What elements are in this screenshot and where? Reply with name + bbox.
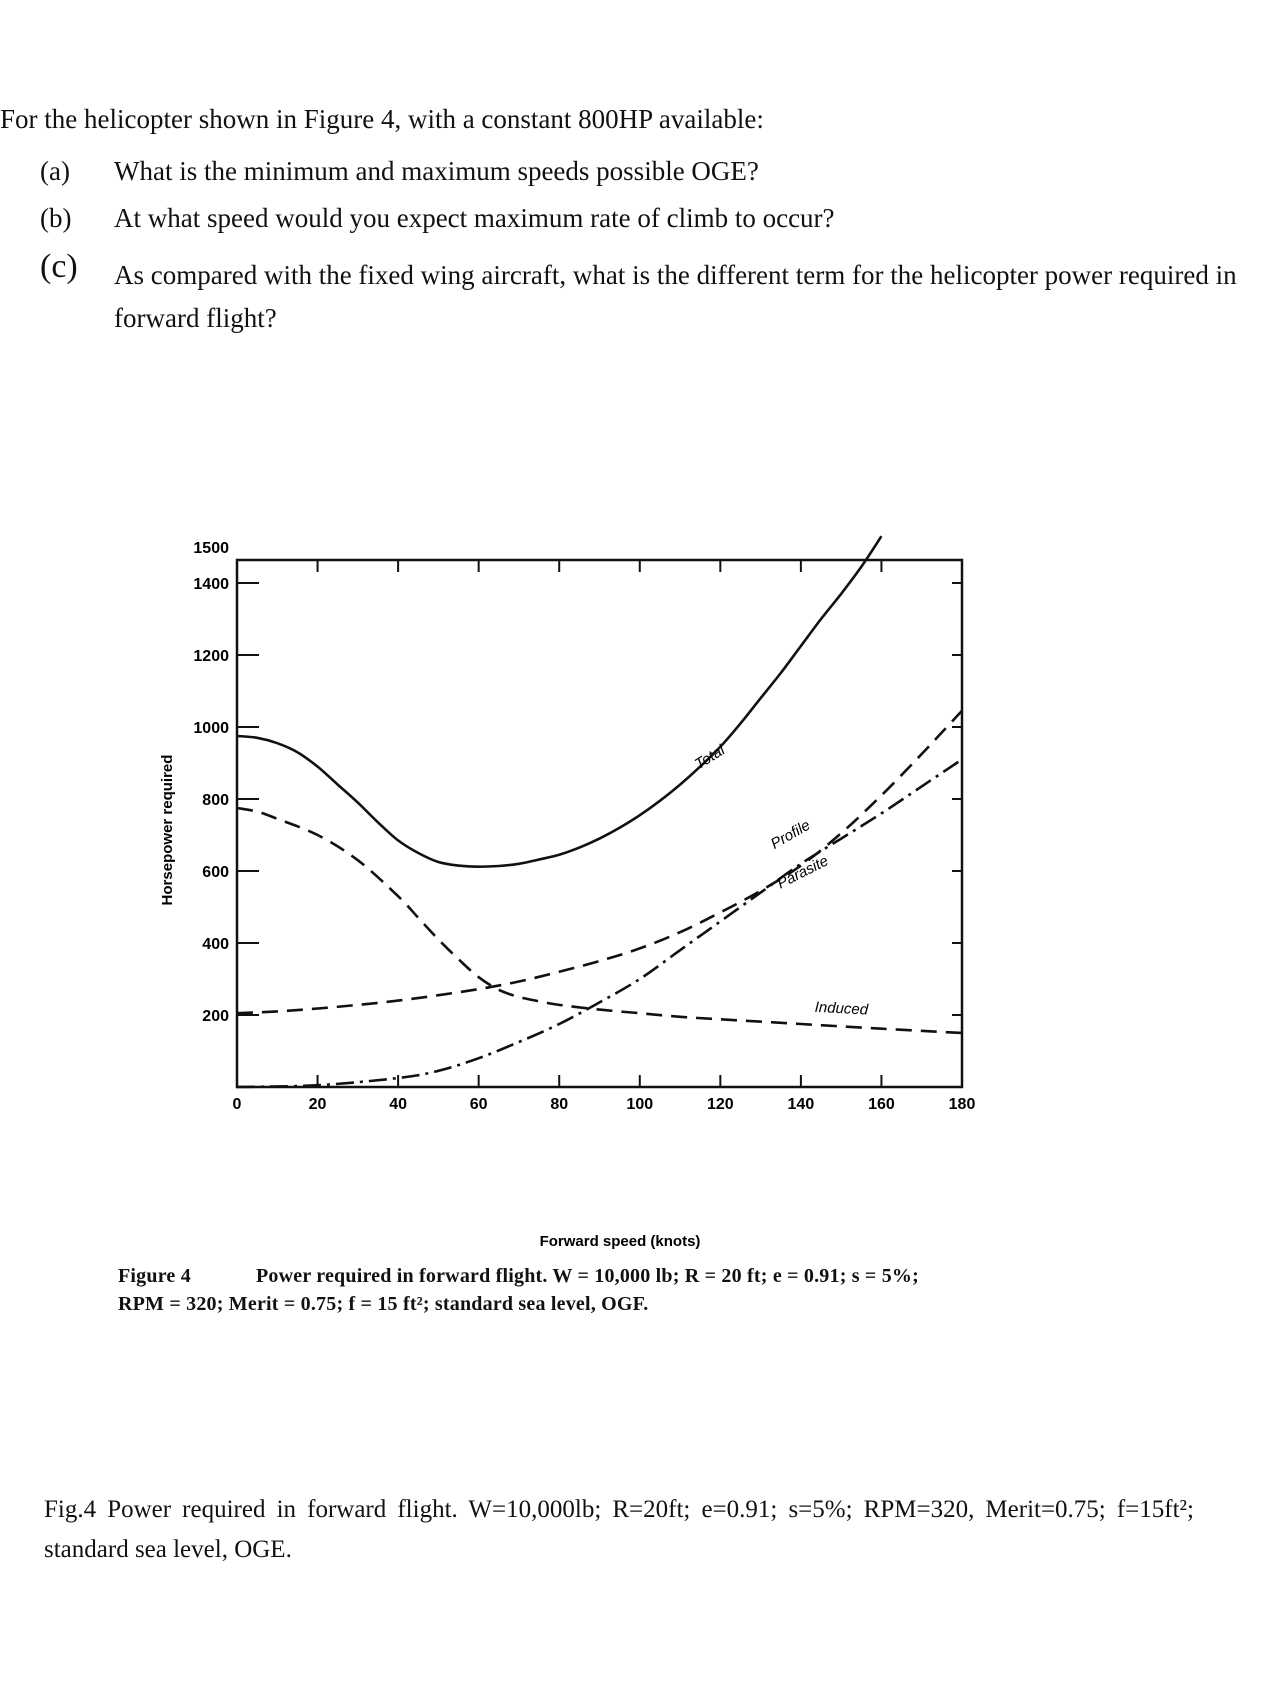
x-tick-label: 140 bbox=[787, 1096, 815, 1113]
x-tick-label: 80 bbox=[550, 1096, 569, 1113]
question-letter: (a) bbox=[40, 156, 70, 186]
series-total-line bbox=[237, 536, 881, 867]
figure-caption-line-2: RPM = 320; Merit = 0.75; f = 15 ft²; standard sea level, OGF. bbox=[118, 1293, 649, 1315]
y-tick-label: 400 bbox=[202, 936, 229, 953]
question-letter: (b) bbox=[40, 203, 72, 233]
x-tick-label: 160 bbox=[868, 1096, 895, 1113]
y-tick-label: 1400 bbox=[193, 576, 229, 593]
x-tick-label: 100 bbox=[626, 1096, 654, 1113]
question-text: As compared with the fixed wing aircraft, what is the different term for the helicopter power required in forward flight? bbox=[114, 260, 1237, 333]
question-letter: (c) bbox=[40, 248, 78, 285]
x-tick-label: 40 bbox=[389, 1096, 408, 1113]
annotation-layer bbox=[692, 741, 869, 1018]
y-tick-label: 600 bbox=[202, 864, 229, 881]
series-profile-line bbox=[237, 711, 962, 1013]
y-tick-label: 800 bbox=[202, 792, 229, 809]
x-tick-label: 0 bbox=[232, 1096, 242, 1113]
power-required-chart bbox=[0, 540, 1278, 1260]
annotation-profile: Profile bbox=[767, 816, 814, 853]
series-parasite-line bbox=[237, 759, 962, 1087]
bottom-caption: Fig.4 Power required in forward flight. W=10,000lb; R=20ft; e=0.91; s=5%; RPM=320, Merit=0.75; f=15ft²; standard sea level, OGE. bbox=[44, 1496, 1194, 1563]
x-tick-label: 120 bbox=[706, 1096, 734, 1113]
y-tick-label: 200 bbox=[202, 1008, 229, 1025]
figure-caption-line-1: Power required in forward flight. W = 10,000 lb; R = 20 ft; e = 0.91; s = 5%; bbox=[256, 1265, 919, 1287]
y-tick-label: 1000 bbox=[193, 720, 229, 737]
question-text: What is the minimum and maximum speeds possible OGE? bbox=[114, 156, 759, 186]
x-tick-label: 180 bbox=[948, 1096, 976, 1113]
annotation-total: Total bbox=[691, 741, 728, 774]
series-induced-line bbox=[237, 808, 962, 1033]
annotation-induced: Induced bbox=[814, 998, 869, 1019]
y-axis-label: Horsepower required bbox=[159, 754, 176, 906]
x-tick-label: 60 bbox=[469, 1096, 488, 1113]
question-text: At what speed would you expect maximum rate of climb to occur? bbox=[114, 203, 835, 233]
y-tick-label: 1500 bbox=[193, 540, 229, 557]
figure-label: Figure 4 bbox=[118, 1265, 191, 1287]
y-tick-label: 1200 bbox=[193, 648, 229, 665]
x-tick-label: 20 bbox=[308, 1096, 327, 1113]
x-axis-label: Forward speed (knots) bbox=[539, 1233, 701, 1250]
y-axis-ticks bbox=[193, 540, 962, 1025]
question-intro: For the helicopter shown in Figure 4, with a constant 800HP available: bbox=[0, 104, 764, 134]
annotation-parasite: Parasite bbox=[774, 852, 832, 893]
